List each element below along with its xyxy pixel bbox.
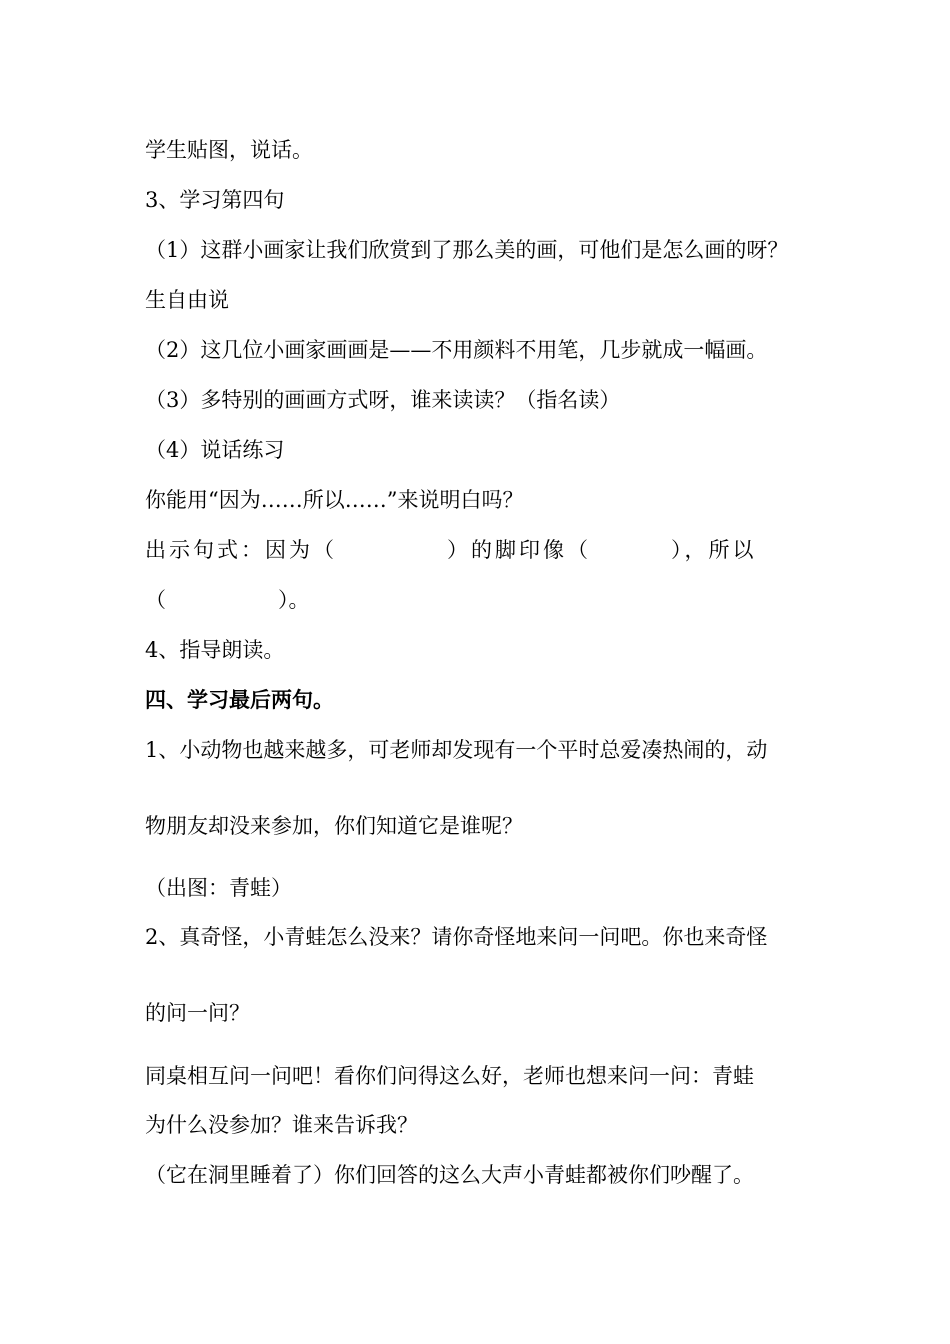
text-line: 你能用“因为……所以……”来说明白吗？: [145, 488, 524, 512]
text-line: 同桌相互问一问吧！看你们问得这么好，老师也想来问一问：青蛙: [145, 1064, 754, 1088]
text-line: （2）这几位小画家画画是——不用颜料不用笔，几步就成一幅画。: [145, 338, 768, 362]
text-line: 学生贴图，说话。: [145, 138, 313, 162]
sentence-pattern-mid2: ），所以: [671, 538, 757, 562]
text-line: 2、真奇怪，小青蛙怎么没来？请你奇怪地来问一问吧。你也来奇怪: [145, 925, 768, 949]
text-line: （4）说话练习: [145, 438, 285, 462]
text-line: 1、小动物也越来越多，可老师却发现有一个平时总爱凑热闹的，动: [145, 738, 768, 762]
text-line: 4、指导朗读。: [145, 638, 285, 662]
text-line: （它在洞里睡着了）你们回答的这么大声小青蛙都被你们吵醒了。: [145, 1163, 754, 1187]
text-line: 物朋友却没来参加，你们知道它是谁呢？: [145, 814, 523, 838]
sentence-pattern-prefix: 出示句式：因为（: [145, 538, 337, 562]
close-paren: ）。: [278, 588, 310, 612]
open-paren: （: [145, 588, 166, 612]
text-line: 3、学习第四句: [145, 188, 285, 212]
text-line: 的问一问？: [145, 1001, 250, 1025]
text-line: （1）这群小画家让我们欣赏到了那么美的画，可他们是怎么画的呀？: [145, 238, 789, 262]
sentence-pattern-line: [145, 536, 757, 564]
sentence-pattern-mid1: ）的脚印像（: [447, 538, 591, 562]
sentence-pattern-line-2: [145, 586, 310, 614]
text-line: 为什么没参加？谁来告诉我？: [145, 1113, 418, 1137]
text-line: 生自由说: [145, 288, 229, 312]
text-line: （3）多特别的画画方式呀，谁来读读？（指名读）: [145, 388, 621, 412]
text-line: （出图：青蛙）: [145, 876, 292, 900]
section-heading: 四、学习最后两句。: [145, 687, 334, 712]
